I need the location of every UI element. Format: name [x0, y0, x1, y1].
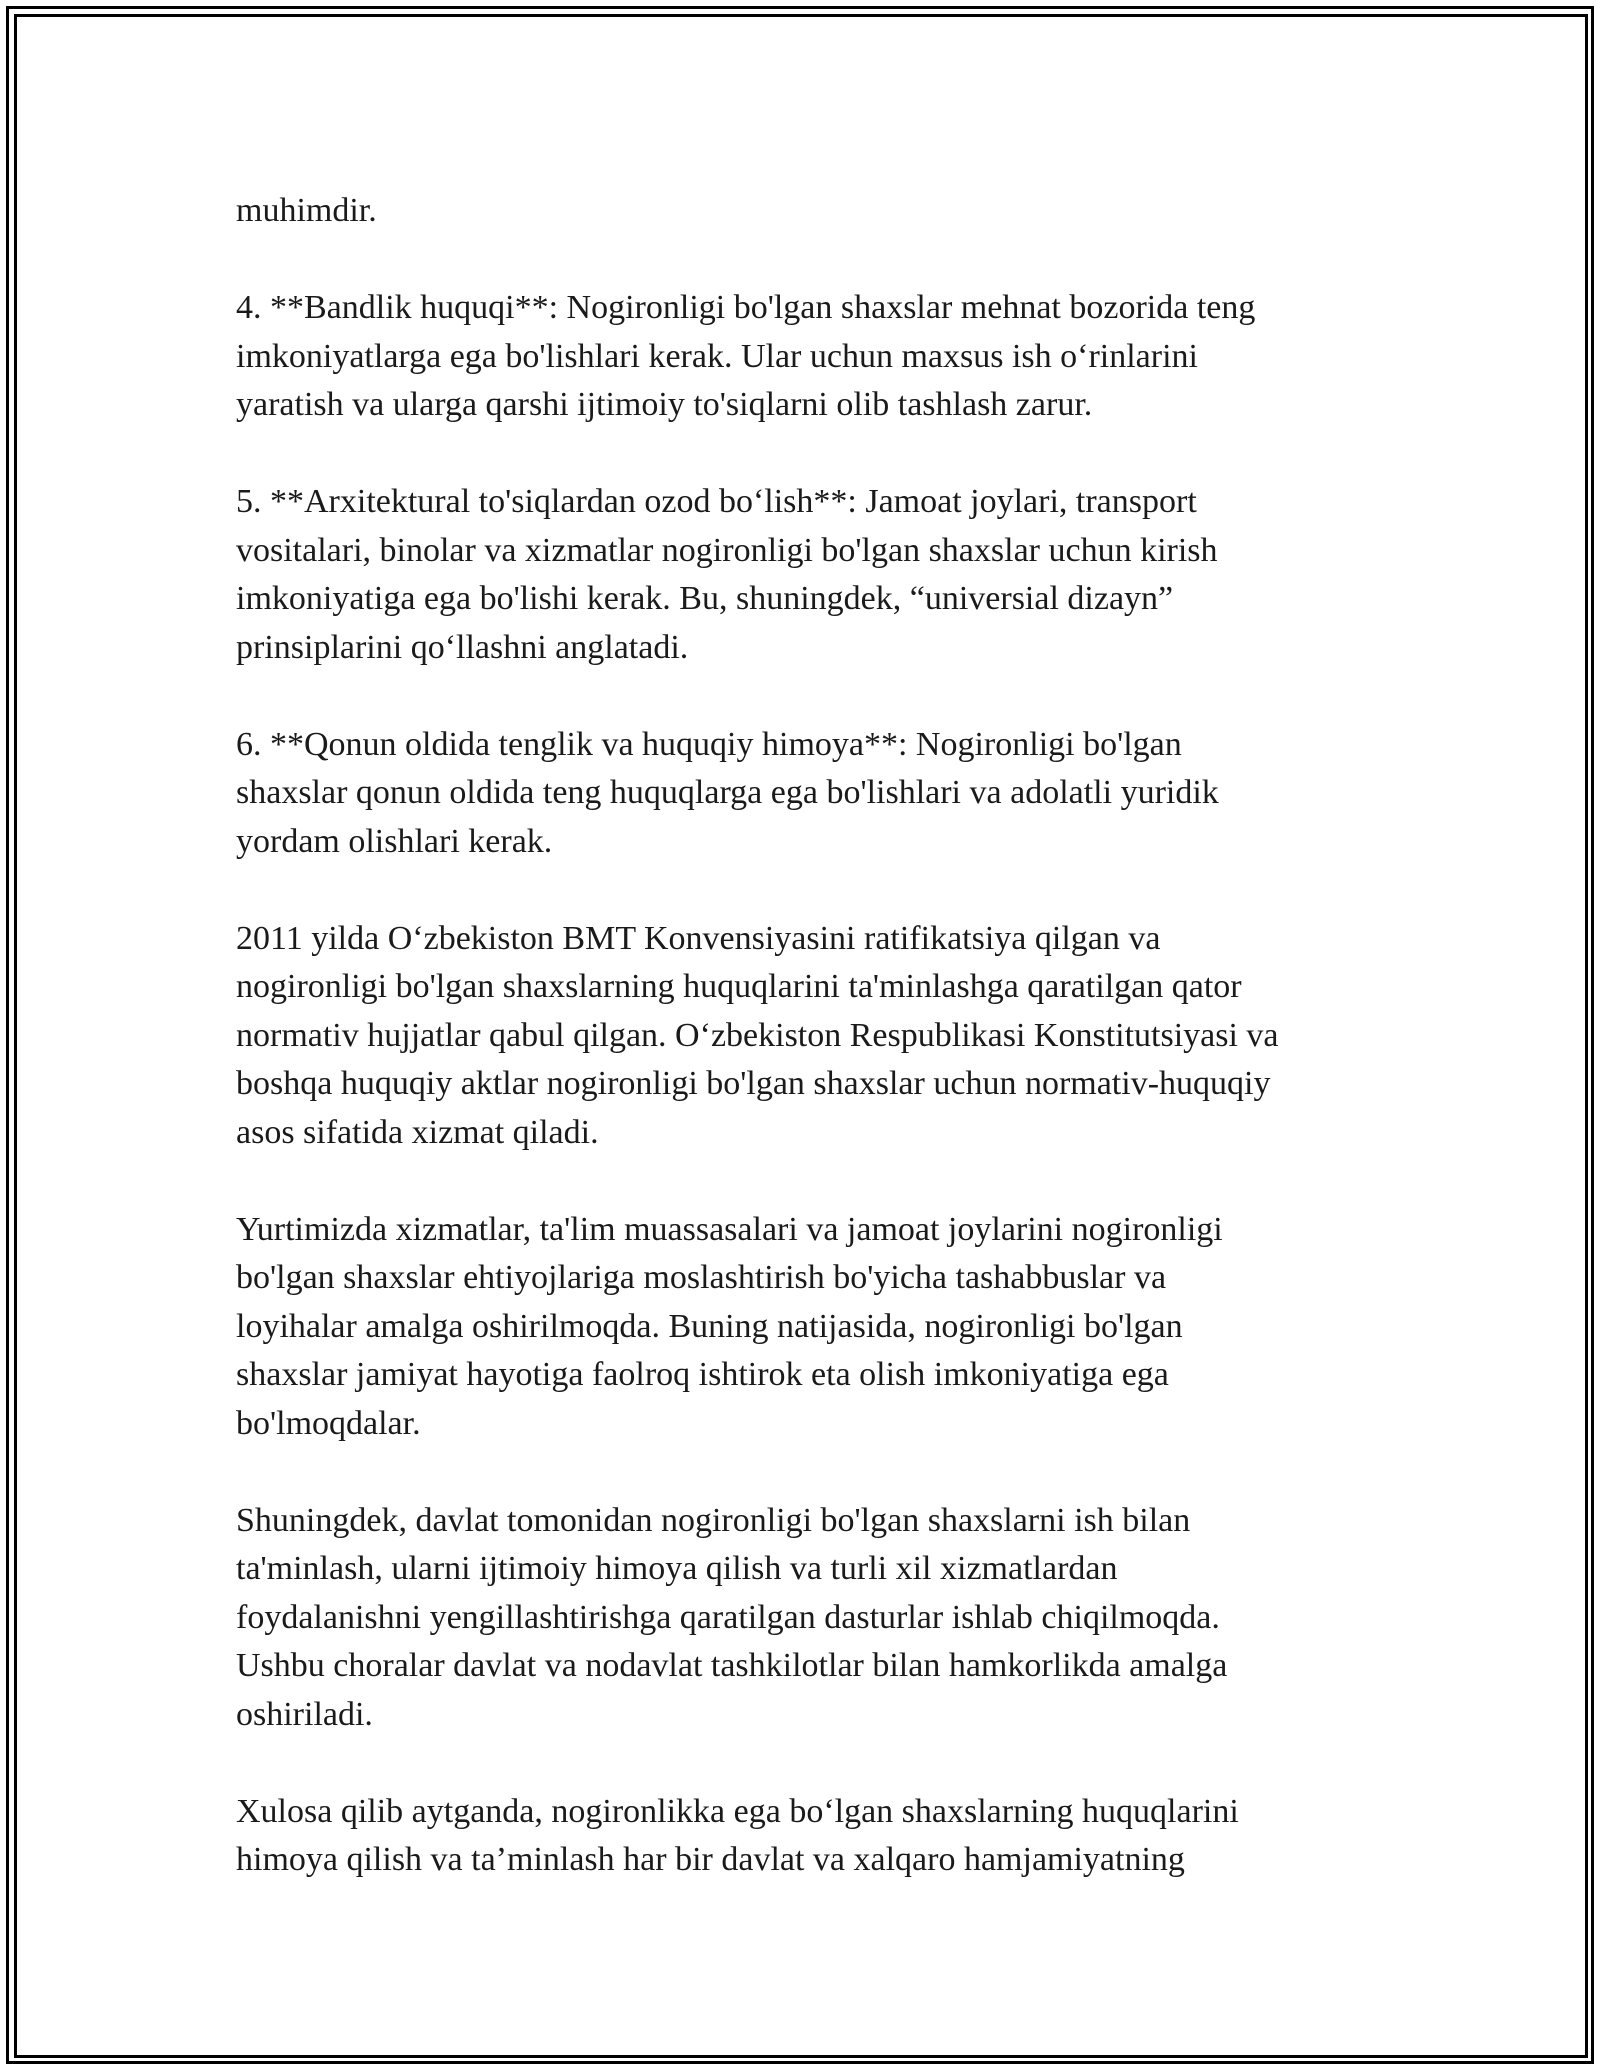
paragraph-architectural-barriers: 5. **Arxitektural to'siqlardan ozod bo‘lish**: Jamoat joylari, transport vositalari, binolar va xizmatlar nogironligi bo'lgan shaxslar uchun kirish imkoniyatiga ega bo'lishi kerak. Bu, shuningdek, “universial dizayn” prinsiplarini qo‘llashni anglatadi. — [236, 483, 1218, 666]
paragraph-equality-before-law: 6. **Qonun oldida tenglik va huquqiy himoya**: Nogironligi bo'lgan shaxslar qonun oldida teng huquqlarga ega bo'lishlari va adolatli yuridik yordam olishlari kerak. — [236, 725, 1219, 860]
paragraph-continuation: muhimdir. — [236, 192, 377, 229]
paragraph-initiatives: Yurtimizda xizmatlar, ta'lim muassasalari va jamoat joylarini nogironligi bo'lgan shaxslar ehtiyojlariga moslashtirish bo'yicha tashabbuslar va loyihalar amalga oshirilmoqda. Buning natijasida, nogironligi bo'lgan shaxslar jamiyat hayotiga faolroq ishtirok eta olish imkoniyatiga ega bo'lmoqdalar. — [236, 1210, 1223, 1442]
paragraph-conclusion: Xulosa qilib aytganda, nogironlikka ega bo‘lgan shaxslarning huquqlarini himoya qilish va ta’minlash har bir davlat va xalqaro hamjamiyatning — [236, 1792, 1239, 1878]
paragraph-employment-right: 4. **Bandlik huquqi**: Nogironligi bo'lgan shaxslar mehnat bozorida teng imkoniyatlarga ega bo'lishlari kerak. Ular uchun maxsus ish o‘rinlarini yaratish va ularga qarshi ijtimoiy to'siqlarni olib tashlash zarur. — [236, 289, 1256, 423]
paragraph-state-programs: Shuningdek, davlat tomonidan nogironligi bo'lgan shaxslarni ish bilan ta'minlash, ularni ijtimoiy himoya qilish va turli xil xizmatlardan foydalanishni yengillashtirishga qaratilgan dasturlar ishlab chiqilmoqda. Ushbu choralar davlat va nodavlat tashkilotlar bilan hamkorlikda amalga oshiriladi. — [236, 1501, 1228, 1733]
paragraph-convention-ratification: 2011 yilda O‘zbekiston BMT Konvensiyasini ratifikatsiya qilgan va nogironligi bo'lgan shaxslarning huquqlarini ta'minlashga qaratilgan qator normativ hujjatlar qabul qilgan. O‘zbekiston Respublikasi Konstitutsiyasi va boshqa huquqiy aktlar nogironligi bo'lgan shaxslar uchun normativ-huquqiy asos sifatida xizmat qiladi. — [236, 919, 1279, 1151]
document-body — [236, 187, 1386, 1885]
